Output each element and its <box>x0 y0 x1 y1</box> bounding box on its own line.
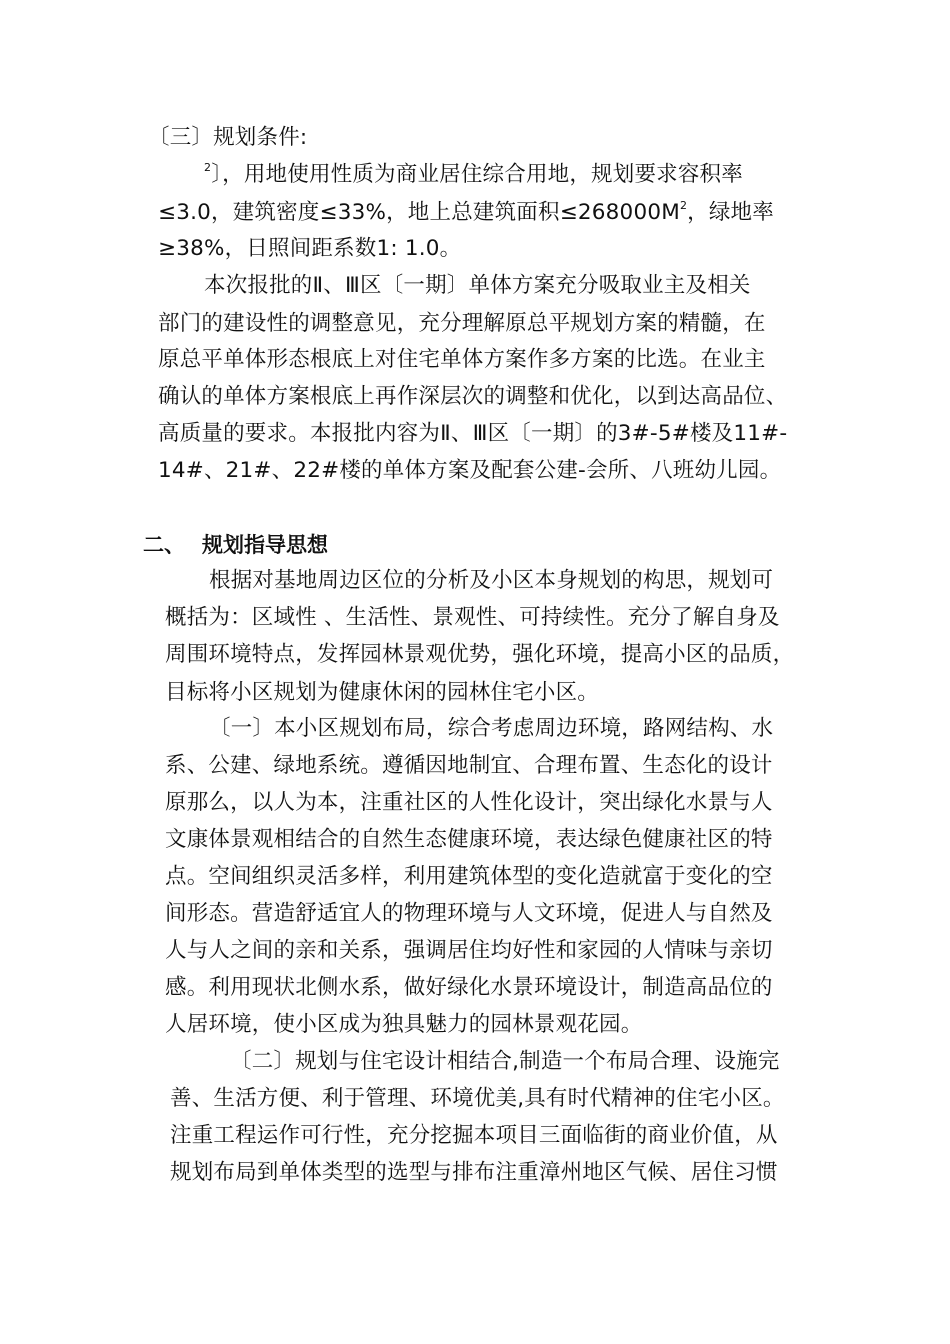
paragraph-line: 文康体景观相结合的自然生态健康环境，表达绿色健康社区的特 <box>165 827 773 852</box>
paragraph-line: 部门的建设性的调整意见，充分理解原总平规划方案的精髓，在 <box>158 311 766 336</box>
paragraph-line: 感。利用现状北侧水系，做好绿化水景环境设计，制造高品位的 <box>165 975 773 1000</box>
paragraph-line: ≥38%，日照间距系数1: 1.0。 <box>158 236 462 261</box>
paragraph-line: 14#、21#、22#楼的单体方案及配套公建-会所、八班幼儿园。 <box>158 458 782 483</box>
paragraph-line: 原那么，以人为本，注重社区的人性化设计，突出绿化水景与人 <box>165 790 773 815</box>
paragraph-line: 点。空间组织灵活多样，利用建筑体型的变化造就富于变化的空 <box>165 864 773 889</box>
paragraph-line: 高质量的要求。本报批内容为Ⅱ、Ⅲ区〔一期〕的3#-5#楼及11#- <box>158 421 788 446</box>
paragraph-line: 系、公建、绿地系统。遵循因地制宜、合理布置、生态化的设计 <box>165 753 773 778</box>
paragraph-line: 人居环境，使小区成为独具魅力的园林景观花园。 <box>165 1012 643 1037</box>
paragraph-line: 间形态。营造舒适宜人的物理环境与人文环境，促进人与自然及 <box>165 901 773 926</box>
paragraph-line: 注重工程运作可行性，充分挖掘本项目三面临街的商业价值，从 <box>170 1123 778 1148</box>
paragraph-line: 确认的单体方案根底上再作深层次的调整和优化，以到达高品位、 <box>158 384 788 409</box>
paragraph-line: 本次报批的Ⅱ、Ⅲ区〔一期〕单体方案充分吸取业主及相关 <box>204 273 751 298</box>
paragraph-line: 规划布局到单体类型的选型与排布注重漳州地区气候、居住习惯 <box>170 1160 778 1185</box>
paragraph-line: 根据对基地周边区位的分析及小区本身规划的构思，规划可 <box>209 568 774 593</box>
paragraph-text: ≤3.0，建筑密度≤33%，地上总建筑面积≤268000M <box>158 200 680 225</box>
superscript: 2 <box>679 199 688 212</box>
paragraph-line: 善、生活方便、利于管理、环境优美,具有时代精神的住宅小区。 <box>170 1086 785 1111</box>
paragraph-line: 〔二〕规划与住宅设计相结合,制造一个布局合理、设施完 <box>230 1049 780 1074</box>
paragraph-line: 周围环境特点，发挥园林景观优势，强化环境，提高小区的品质， <box>165 642 795 667</box>
section-heading-number: 二、 <box>143 533 185 557</box>
paragraph-line: 原总平单体形态根底上对住宅单体方案作多方案的比选。在业主 <box>158 347 766 372</box>
superscript: 2 <box>204 161 212 174</box>
paragraph-line: 〔一〕本小区规划布局，综合考虑周边环境，路网结构、水 <box>209 716 774 741</box>
paragraph-line <box>204 162 743 188</box>
paragraph-line <box>158 200 774 226</box>
paragraph-text: ，绿地率 <box>687 200 774 225</box>
paragraph-line: 目标将小区规划为健康休闲的园林住宅小区。 <box>165 680 600 705</box>
subheading-planning-conditions: 〔三〕规划条件: <box>148 125 308 150</box>
section-heading-title: 规划指导思想 <box>202 533 328 557</box>
paragraph-line: 人与人之间的亲和关系，强调居住均好性和家园的人情味与亲切 <box>165 938 773 963</box>
paragraph-line: 概括为：区域性 、生活性、景观性、可持续性。充分了解自身及 <box>165 605 780 630</box>
paragraph-text: 〕，用地使用性质为商业居住综合用地，规划要求容积率 <box>211 162 743 187</box>
